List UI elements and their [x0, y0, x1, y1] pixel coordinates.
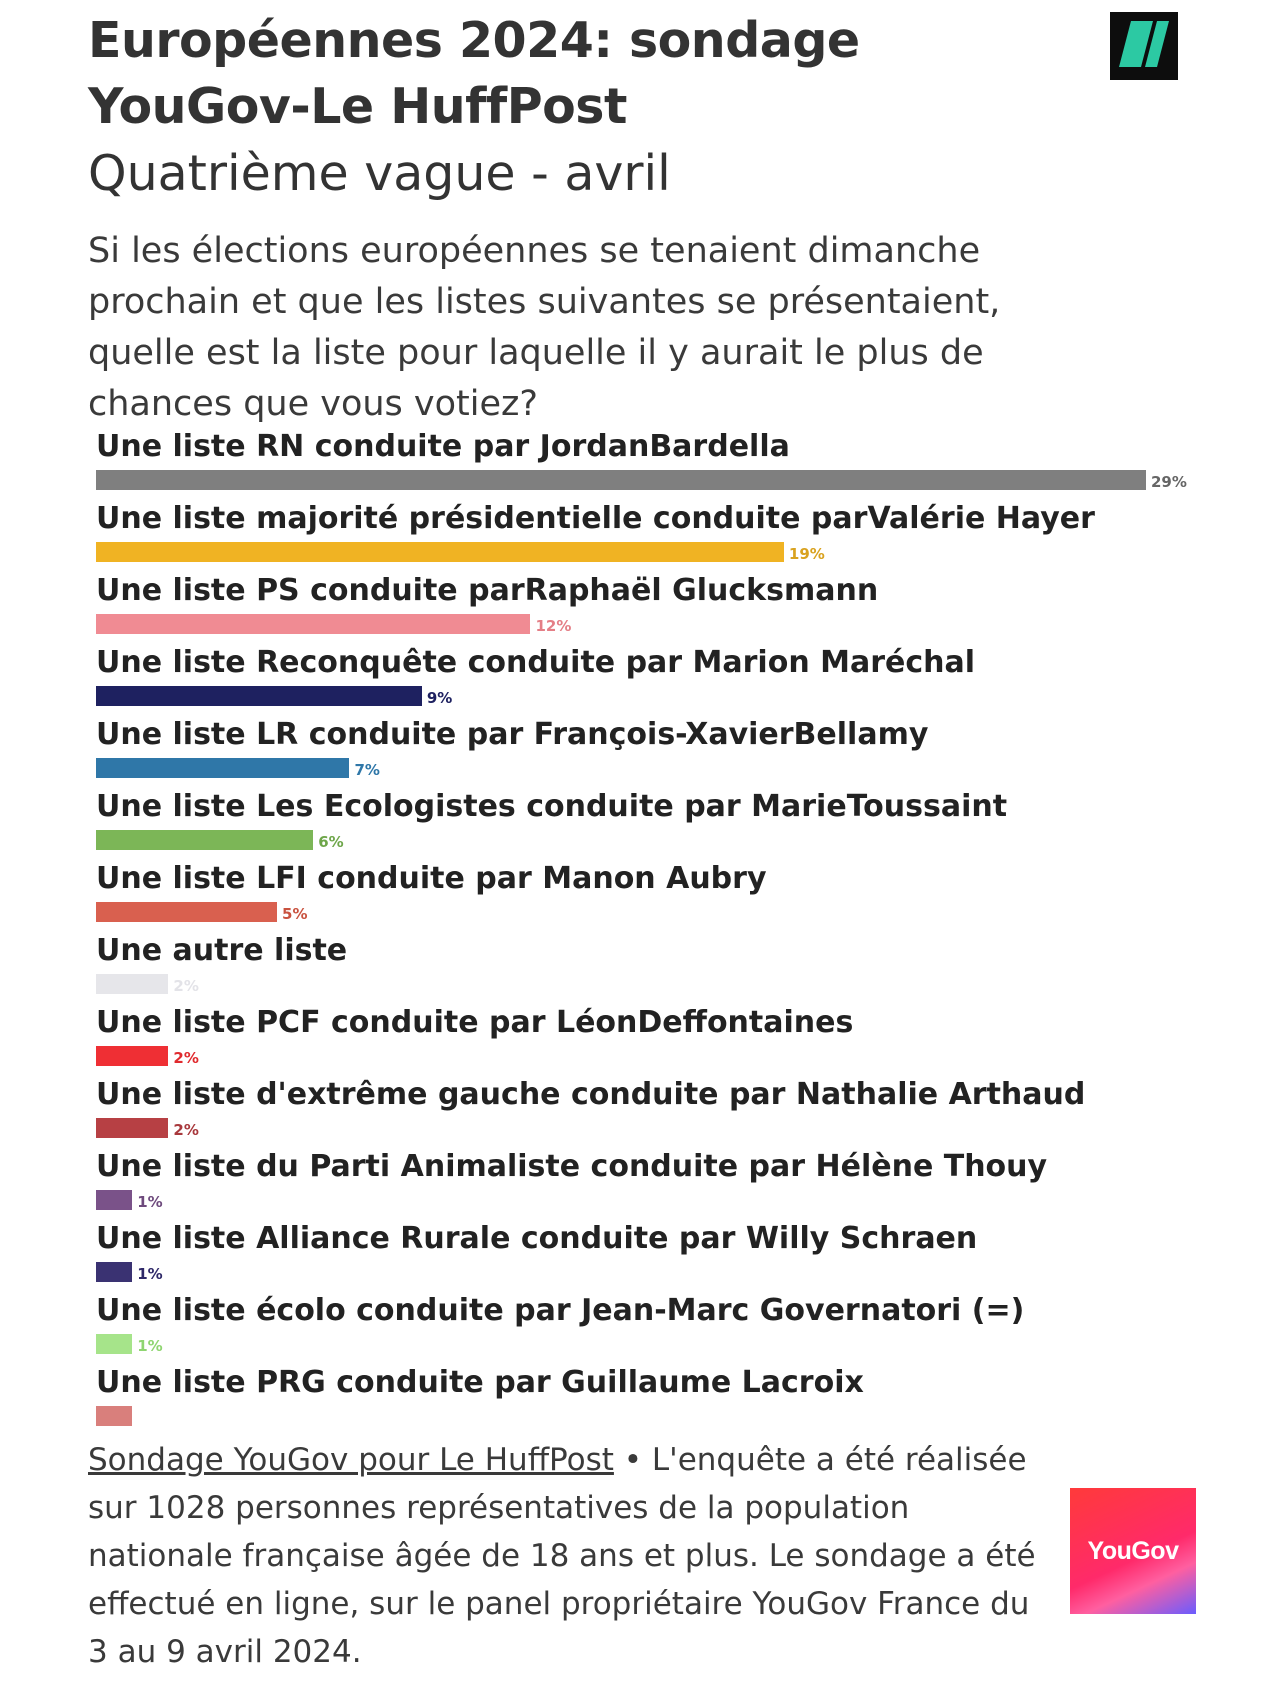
bar-value-label: 9%: [426, 689, 453, 707]
chart-subtitle: Quatrième vague - avril: [88, 145, 671, 202]
bar-row: [96, 428, 1206, 500]
bar: [96, 974, 168, 994]
category-label: Une liste RN conduite par JordanBardella: [96, 429, 790, 464]
category-label: Une liste Reconquête conduite par Marion Maréchal: [96, 645, 976, 680]
bar-value-label: 5%: [282, 905, 308, 923]
bar-value-label: 1%: [137, 1337, 163, 1355]
bar: [96, 470, 1146, 490]
category-label: Une liste d'extrême gauche conduite par Nathalie Arthaud: [96, 1077, 1086, 1112]
bar: [96, 758, 349, 778]
bar-row: [96, 932, 1206, 1004]
category-label: Une autre liste: [96, 933, 348, 968]
bar-row: [96, 1292, 1206, 1364]
bar-row: [96, 1076, 1206, 1148]
bar-row: [96, 788, 1206, 860]
bar-row: [96, 1364, 1206, 1436]
bar-row: [96, 1220, 1206, 1292]
category-label: Une liste majorité présidentielle conduite parValérie Hayer: [96, 501, 1095, 536]
bar-row: [96, 644, 1206, 716]
category-label: Une liste PCF conduite par LéonDeffontaines: [96, 1005, 854, 1040]
bar: [96, 542, 784, 562]
methodology-text: • L'enquête a été réalisée sur 1028 personnes représentatives de la population nationale française âgée de 18 ans et plus. Le sondage a été effectué en ligne, sur le panel propriétaire YouGov France du 3 au 9 avril 2024.: [88, 1442, 1036, 1670]
bar-value-label: 12%: [535, 617, 572, 635]
chart-header: [88, 8, 1088, 430]
bar: [96, 902, 277, 922]
bar-value-label: 2%: [173, 1049, 199, 1067]
bar: [96, 1118, 168, 1138]
source-note: [88, 1436, 1048, 1676]
bar: [96, 1406, 132, 1426]
bar-value-label: 19%: [788, 545, 825, 563]
bar: [96, 686, 422, 706]
chart-footer: [88, 1436, 1048, 1676]
bar-value-label: 1%: [137, 1265, 163, 1283]
bar-row: [96, 572, 1206, 644]
bar: [96, 1262, 132, 1282]
bar: [96, 1334, 132, 1354]
bar-row: [96, 1148, 1206, 1220]
category-label: Une liste Les Ecologistes conduite par MarieToussaint: [96, 789, 1008, 824]
bar-value-label: 1%: [137, 1193, 163, 1211]
category-label: Une liste écolo conduite par Jean-Marc Governatori (=): [96, 1293, 1025, 1328]
bar: [96, 830, 313, 850]
bar: [96, 1190, 132, 1210]
huffpost-slash-icon: [1113, 15, 1175, 77]
huffpost-logo: [1110, 12, 1178, 80]
category-label: Une liste PS conduite parRaphaël Glucksmann: [96, 573, 879, 608]
bar-chart: [96, 428, 1206, 1418]
bar-row: [96, 860, 1206, 932]
yougov-logo-word: YouGov: [1087, 1536, 1179, 1565]
source-link[interactable]: Sondage YouGov pour Le HuffPost: [88, 1442, 614, 1478]
chart-title: Européennes 2024: sondage YouGov-Le HuffPost: [88, 12, 860, 135]
category-label: Une liste PRG conduite par Guillaume Lacroix: [96, 1365, 864, 1400]
bar-row: [96, 500, 1206, 572]
bar-row: [96, 716, 1206, 788]
bar-value-label: 7%: [354, 761, 380, 779]
yougov-logo: [1070, 1488, 1196, 1614]
bar: [96, 614, 530, 634]
survey-question: Si les élections européennes se tenaient dimanche prochain et que les listes suivantes se présentaient, quelle est la liste pour laquelle il y aurait le plus de chances que vous votiez?: [88, 231, 1001, 424]
bar-value-label: 2%: [173, 977, 199, 995]
category-label: Une liste du Parti Animaliste conduite par Hélène Thouy: [96, 1149, 1048, 1184]
bar-value-label: 2%: [173, 1121, 199, 1139]
bar: [96, 1046, 168, 1066]
bar-value-label: 29%: [1151, 473, 1187, 491]
bar-row: [96, 1004, 1206, 1076]
category-label: Une liste Alliance Rurale conduite par Willy Schraen: [96, 1221, 978, 1256]
bar-value-label: 6%: [318, 833, 344, 851]
category-label: Une liste LFI conduite par Manon Aubry: [96, 861, 767, 896]
category-label: Une liste LR conduite par François-XavierBellamy: [96, 717, 929, 752]
